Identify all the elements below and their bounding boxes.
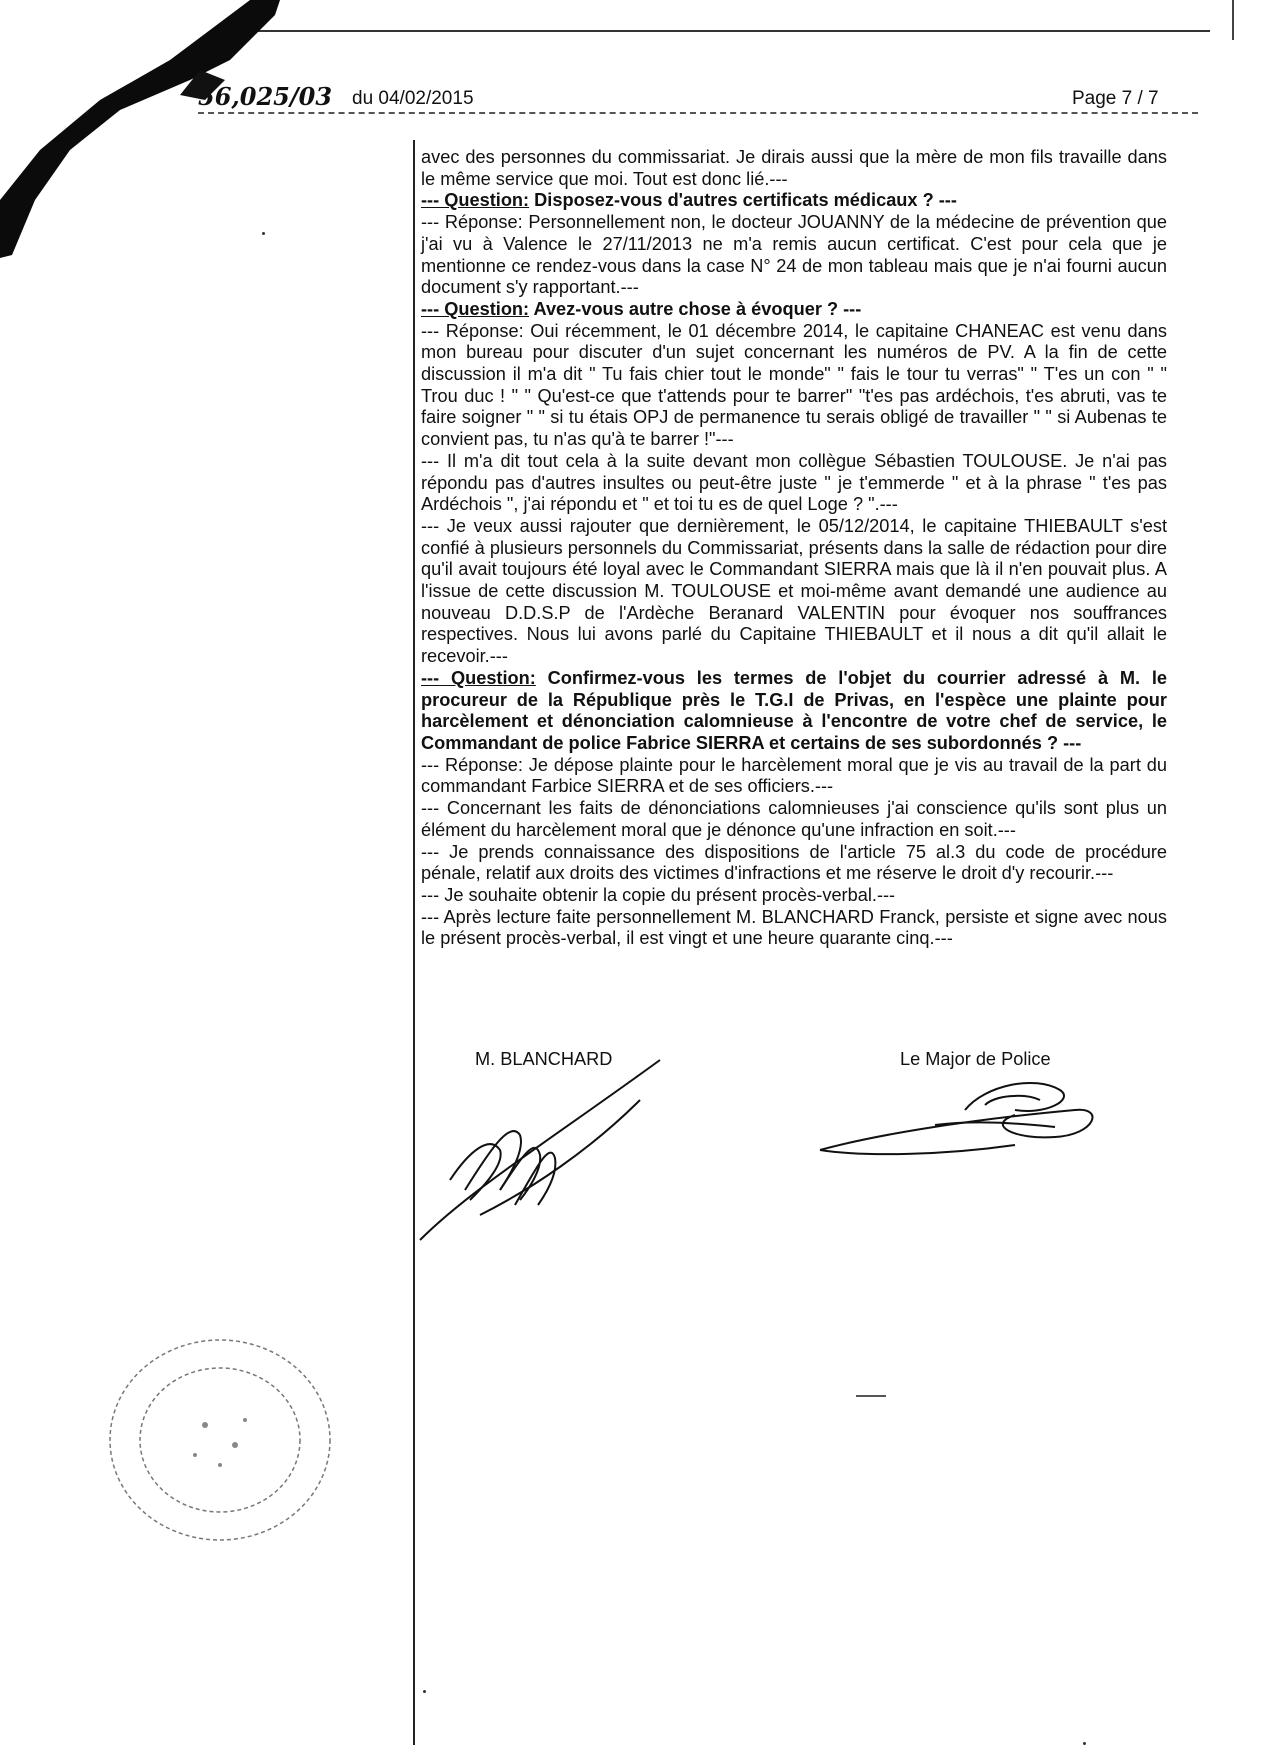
paragraph: --- Réponse: Oui récemment, le 01 décembre 2014, le capitaine CHANEAC est venu dans mon bureau pour discuter d'un sujet concernant les numéros de PV. A la fin de cette discussion il m'a dit " Tu fais chier tout le monde" " fais le tour tu verras" " T'es un con " " Trou duc ! " " Qu'est-ce que t'attends pour te barrer" "t'es pas ardéchois, t'es abruti, vas te faire soigner " " si tu étais OPJ de permanence tu serais obligé de travailler " " si Aubenas te convient pas, tu n'as qu'à te barrer !"--- xyxy=(421,320,1167,450)
signatory-left-name: M. BLANCHARD xyxy=(475,1049,613,1069)
paragraph: --- Réponse: Je dépose plainte pour le harcèlement moral que je vis au travail de la part du commandant Farbice SIERRA et de ses officiers.--- xyxy=(421,754,1167,797)
paragraph: --- Après lecture faite personnellement M. BLANCHARD Franck, persiste et signe avec nous le présent procès-verbal, il est vingt et une heure quarante cinq.--- xyxy=(421,906,1167,949)
paragraph: --- Il m'a dit tout cela à la suite devant mon collègue Sébastien TOULOUSE. Je n'ai pas répondu pas d'autres insultes ou peut-être juste " je t'emmerde " et à la phrase " t'es pas Ardéchois ", j'ai répondu et " et toi tu es de quel Loge ? ".--- xyxy=(421,450,1167,515)
question-label: --- Question: xyxy=(421,190,530,211)
question xyxy=(421,668,1167,755)
paragraph: --- Je prends connaissance des dispositions de l'article 75 al.3 du code de procédure pénale, relatif aux droits des victimes d'infractions et me réserve le droit d'y recourir.--- xyxy=(421,841,1167,884)
document-body xyxy=(421,147,1167,950)
scan-right-edge xyxy=(1232,0,1234,40)
header-rule xyxy=(198,112,1198,114)
paragraph: avec des personnes du commissariat. Je dirais aussi que la mère de mon fils travaille dans le même service que moi. Tout est donc lié.--- xyxy=(421,147,1167,189)
question xyxy=(421,190,1167,212)
scan-black-streak xyxy=(0,0,280,260)
question-label: --- Question: xyxy=(421,298,530,319)
signature-right xyxy=(815,1065,1105,1175)
page-number: Page 7 / 7 xyxy=(1072,88,1159,109)
question-label: --- Question: xyxy=(421,667,536,688)
scan-mark xyxy=(856,1395,886,1397)
paragraph: --- Concernant les faits de dénonciations calomnieuses j'ai conscience qu'ils sont plus un élément du harcèlement moral que je dénonce qu'une infraction en soit.--- xyxy=(421,798,1167,840)
document-date: du 04/02/2015 xyxy=(352,88,474,109)
signatory-right-name: Le Major de Police xyxy=(900,1049,1051,1069)
paragraph: --- Réponse: Personnellement non, le docteur JOUANNY de la médecine de prévention que j'ai vu à Valence le 27/11/2013 ne m'a remis aucun certificat. C'est pour cela que je mentionne ce rendez-vous dans la case N° 24 de mon tableau mais que je n'ai fourni aucun document s'y rapportant.--- xyxy=(421,212,1167,298)
paragraph: --- Je souhaite obtenir la copie du présent procès-verbal.--- xyxy=(421,884,896,905)
signature-left xyxy=(410,1040,710,1260)
document-reference: 56,025/03 xyxy=(198,82,333,111)
question-text: Avez-vous autre chose à évoquer ? --- xyxy=(529,298,862,319)
scan-dot xyxy=(423,1690,426,1693)
question xyxy=(421,299,1167,321)
question-text: Disposez-vous d'autres certificats médicaux ? --- xyxy=(529,190,957,211)
scan-top-rule xyxy=(250,30,1210,32)
margin-line xyxy=(413,140,415,1745)
scan-dot xyxy=(1083,1742,1086,1745)
question-text: Confirmez-vous les termes de l'objet du courrier adressé à M. le procureur de la République près le T.G.I de Privas, en l'espèce une plainte pour harcèlement et dénonciation calomnieuse à l'encontre de votre chef de service, le Commandant de police Fabrice SIERRA et certains de ses subordonnés ? --- xyxy=(421,667,1167,753)
scan-dot xyxy=(262,232,265,235)
official-stamp xyxy=(95,1325,345,1555)
paragraph: --- Je veux aussi rajouter que dernièrement, le 05/12/2014, le capitaine THIEBAULT s'est confié à plusieurs personnels du Commissariat, présents dans la salle de rédaction pour dire qu'il avait toujours été loyal avec le Commandant SIERRA mais que là il n'en pouvait plus. A l'issue de cette discussion M. TOULOUSE et moi-même avant demandé une audience au nouveau D.D.S.P de l'Ardèche Beranard VALENTIN pour évoquer nos souffrances respectives. Nous lui avons parlé du Capitaine THIEBAULT et il nous a dit qu'il allait le recevoir.--- xyxy=(421,515,1167,667)
